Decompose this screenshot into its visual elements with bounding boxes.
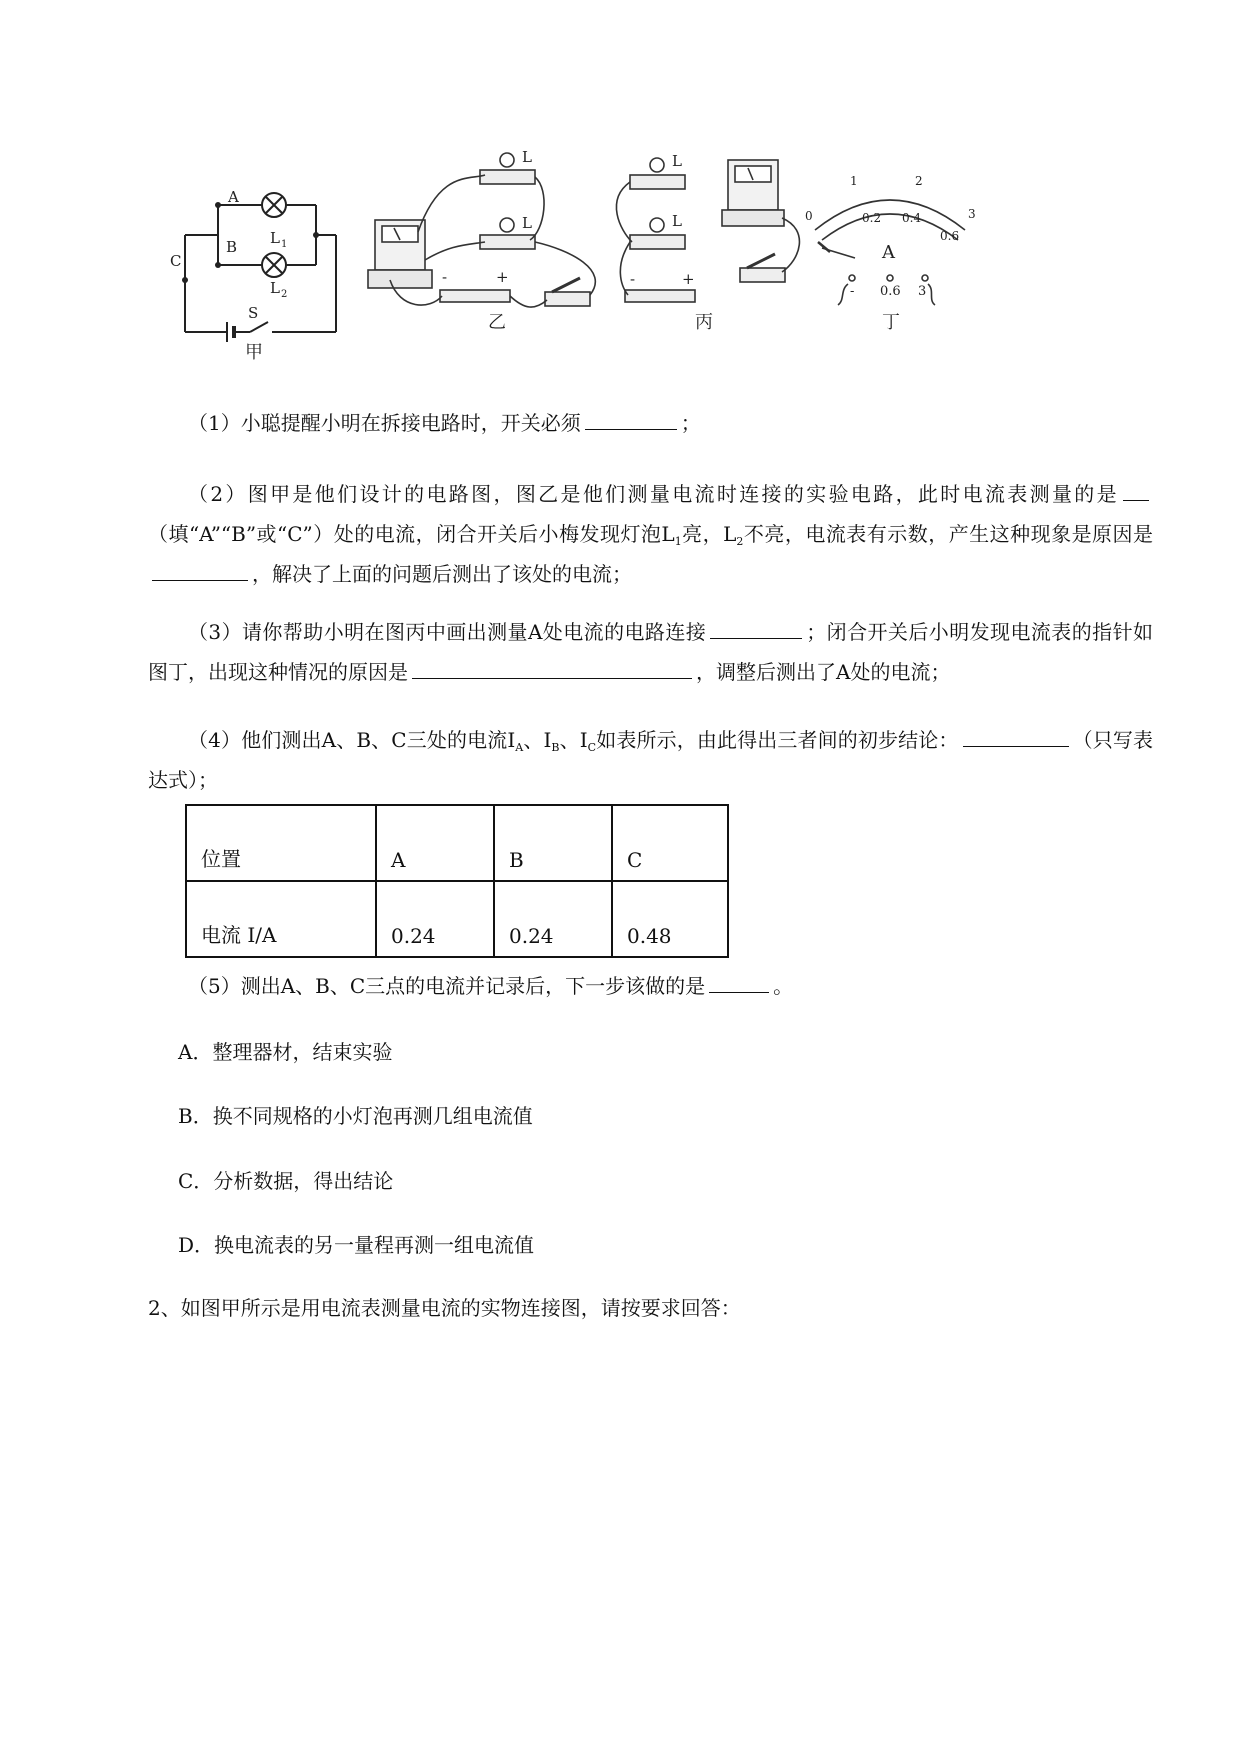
dial-scale-small-1: 0.2 xyxy=(862,211,882,225)
q4-text-2: 如表所示，由此得出三者间的初步结论： xyxy=(596,728,959,752)
q2-answer-blank-1[interactable] xyxy=(1123,476,1149,501)
table-row xyxy=(186,881,728,957)
table-cell: 电流 I/A xyxy=(186,881,376,957)
circuit-label-l1: L xyxy=(270,229,280,247)
table-cell: 0.48 xyxy=(612,881,728,957)
figures-svg xyxy=(150,150,1110,365)
q5-text-1: （5）测出A、B、C三点的电流并记录后，下一步该做的是 xyxy=(188,974,706,998)
bing-battery-minus: - xyxy=(630,270,636,288)
question-part-4 xyxy=(148,720,1153,800)
option-a[interactable]: A．整理器材，结束实验 xyxy=(178,1040,393,1064)
dial-scale-small-2: 0.4 xyxy=(902,211,922,225)
table-header-cell: 位置 xyxy=(186,805,376,881)
yi-battery-minus: - xyxy=(442,268,448,286)
figure-caption-yi: 乙 xyxy=(488,312,506,333)
q2-text-5: ，解决了上面的问题后测出了该处的电流； xyxy=(252,562,632,586)
circuit-label-b: B xyxy=(226,238,238,256)
q5-answer-blank[interactable] xyxy=(709,968,769,993)
dial-scale-small-0: 0 xyxy=(805,209,813,223)
q4-text-3: （只写表达式）； xyxy=(148,728,1154,792)
circuit-label-s: S xyxy=(248,304,259,322)
bing-label-l2: L xyxy=(672,212,682,230)
table-header-cell: B xyxy=(494,805,612,881)
q4-ib-sub: B xyxy=(551,741,560,754)
yi-label-l2: L xyxy=(522,214,532,232)
q4-ic-sub: C xyxy=(587,741,597,754)
q2-l1: L xyxy=(661,522,675,546)
dial-scale-large-2: 2 xyxy=(915,174,923,188)
table-cell: 0.24 xyxy=(494,881,612,957)
q1-end: ； xyxy=(680,411,701,435)
q3-text-2: ；闭合开关后小明发现电流表的指针如图丁，出现这种情况的原因是 xyxy=(148,620,1154,684)
dial-terminal-3: 3 xyxy=(918,284,927,299)
circuit-label-l1-sub: 1 xyxy=(281,239,288,250)
question-part-3 xyxy=(148,612,1153,692)
dial-scale-large-1: 1 xyxy=(850,174,858,188)
circuit-label-l2-sub: 2 xyxy=(281,289,288,300)
bing-battery-plus: + xyxy=(682,270,695,288)
q2-l2-sub: 2 xyxy=(736,535,744,548)
next-question: 2、如图甲所示是用电流表测量电流的实物连接图，请按要求回答： xyxy=(148,1296,741,1320)
q4-ib: I xyxy=(543,728,552,752)
dial-scale-large-3: 3 xyxy=(968,207,976,221)
q2-text-3: 亮， xyxy=(681,522,724,546)
q4-ia: I xyxy=(507,728,516,752)
experiment-figures xyxy=(150,150,1110,365)
dial-terminal-06: 0.6 xyxy=(880,284,901,299)
table-cell: 0.24 xyxy=(376,881,494,957)
q4-ia-sub: A xyxy=(515,741,524,754)
table-header-cell: A xyxy=(376,805,494,881)
dial-scale-small-3: 0.6 xyxy=(940,229,960,243)
option-b[interactable]: B．换不同规格的小灯泡再测几组电流值 xyxy=(178,1104,533,1128)
q5-text-2: 。 xyxy=(773,974,794,998)
dial-terminal-neg: - xyxy=(850,284,855,299)
yi-battery-plus: + xyxy=(496,268,509,286)
table-header-row xyxy=(186,805,728,881)
physical-circuit-bing xyxy=(616,158,799,302)
q2-text-2: （填“A”“B”或“C”）处的电流，闭合开关后小梅发现灯泡 xyxy=(148,522,662,546)
q4-sep2: 、 xyxy=(559,728,580,752)
circuit-label-l2: L xyxy=(270,279,280,297)
option-d[interactable]: D．换电流表的另一量程再测一组电流值 xyxy=(178,1233,535,1257)
q4-text-1: （4）他们测出A、B、C三处的电流 xyxy=(188,728,508,752)
q2-l1-sub: 1 xyxy=(674,535,682,548)
figure-caption-ding: 丁 xyxy=(882,312,900,333)
option-c[interactable]: C．分析数据，得出结论 xyxy=(178,1169,394,1193)
q1-answer-blank[interactable] xyxy=(585,405,677,430)
dial-unit: A xyxy=(882,242,895,263)
question-part-1 xyxy=(148,403,1153,443)
question-part-2 xyxy=(148,474,1153,594)
physical-circuit-yi xyxy=(368,153,595,307)
yi-label-l1: L xyxy=(522,150,532,166)
q2-answer-blank-2[interactable] xyxy=(152,556,248,581)
q1-text: （1）小聪提醒小明在拆接电路时，开关必须 xyxy=(188,411,581,435)
q3-text-3: ，调整后测出了A处的电流； xyxy=(696,660,951,684)
q4-ic: I xyxy=(579,728,588,752)
q2-text-1: （2）图甲是他们设计的电路图，图乙是他们测量电流时连接的实验电路，此时电流表测量的是 xyxy=(188,482,1119,506)
figure-caption-jia: 甲 xyxy=(245,342,263,363)
q2-l2: L xyxy=(723,522,737,546)
figure-caption-bing: 丙 xyxy=(695,312,713,333)
current-table xyxy=(185,804,729,958)
circuit-label-c: C xyxy=(170,252,182,270)
bing-label-l1: L xyxy=(672,152,682,170)
q3-answer-blank-2[interactable] xyxy=(412,654,692,679)
q2-text-4: 不亮，电流表有示数，产生这种现象是原因是 xyxy=(743,522,1154,546)
q3-answer-blank-1[interactable] xyxy=(710,614,802,639)
q4-sep1: 、 xyxy=(523,728,544,752)
q3-text-1: （3）请你帮助小明在图丙中画出测量A处电流的电路连接 xyxy=(188,620,707,644)
circuit-label-a: A xyxy=(228,188,239,206)
question-part-5 xyxy=(148,966,1153,1006)
q4-answer-blank[interactable] xyxy=(963,722,1069,747)
table-header-cell: C xyxy=(612,805,728,881)
